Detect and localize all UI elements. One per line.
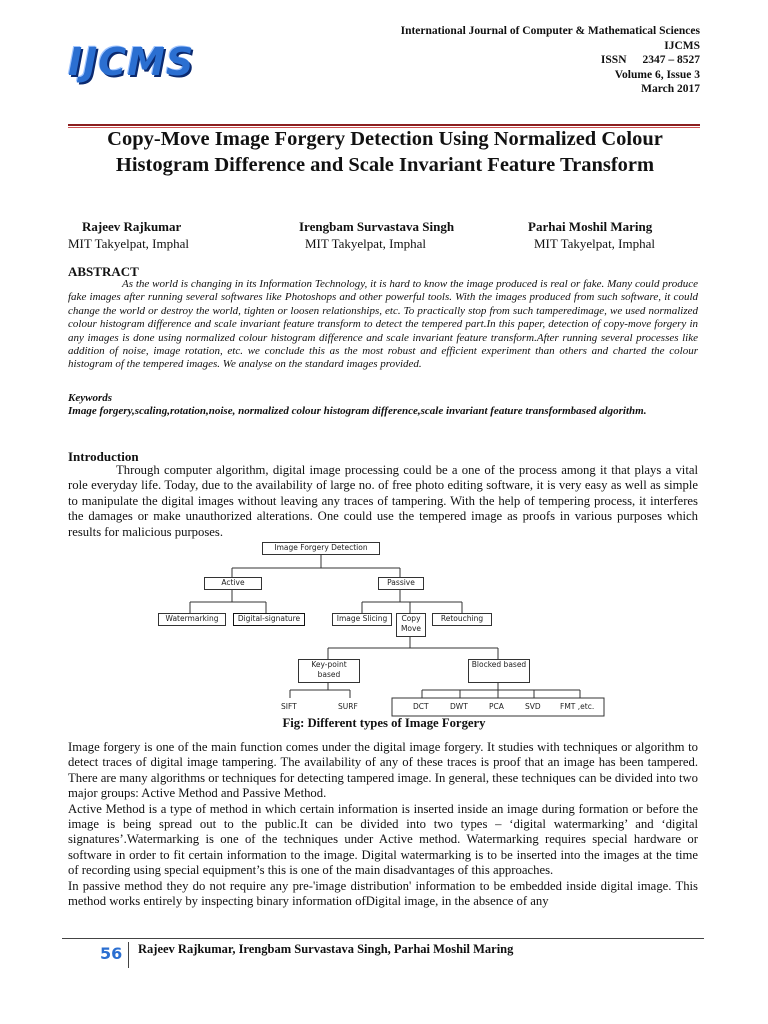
diagram-connectors — [140, 540, 640, 718]
abstract-text: As the world is changing in its Information Technology, it is hard to know the image produced is real or fake. Many could produce fake images after running several softwares like Photoshops and other powerful tools. With the images produced from such software, it could change the world or destroy the world, tighten or loosen relationships, etc. To practically stop from such tamperedimage, we used normalized colour histogram difference and scale invariant feature transform to detect the tempered part.In this paper, detection of copy-move forgery in any images is done using normalized colour histogram difference and scale invariant feature transform.After running several processes like addition of noise, image rotation, etc. we conclude this as the most robust and efficient experiment than others and charted the colour histogram of the tempered images. We analyse on the standard images provided. — [68, 278, 698, 371]
footer-authors: Rajeev Rajkumar, Irengbam Survastava Singh, Parhai Moshil Maring — [138, 942, 514, 956]
leaf-dwt: DWT — [450, 702, 468, 711]
node-image-slicing: Image Slicing — [332, 613, 392, 626]
figure-caption: Fig: Different types of Image Forgery — [282, 716, 486, 730]
author-affiliation: MIT Takyelpat, Imphal — [534, 236, 655, 251]
introduction-paragraph: Through computer algorithm, digital image processing could be a one of the process among it that plays a vital role everyday life. Today, due to the availability of large no. of free photo editing software, it is very easy as well as simple to manipulate the digital images without leaving any traces of tampering. With the help of tempering process, it interferes the damages or make unauthorized alterations. One could use the tempered image as proofs in various purposes which results for malicious purposes. — [68, 463, 698, 539]
body-paragraph: In passive method they do not require any pre-'image distribution' information to be embedded inside digital image. This method works entirely by inspecting binary information ofDigital image, in the absence of any — [68, 878, 698, 909]
leaf-surf: SURF — [338, 702, 358, 711]
leaf-dct: DCT — [413, 702, 429, 711]
paper-title: Copy-Move Image Forgery Detection Using Normalized Colour Histogram Difference and Scale Invariant Feature Transform — [107, 128, 663, 176]
author-1 — [68, 218, 189, 252]
leaf-pca: PCA — [489, 702, 504, 711]
leaf-fmt: FMT ,etc. — [560, 702, 595, 711]
node-image-forgery-detection: Image Forgery Detection — [262, 542, 380, 555]
body-paragraph: Active Method is a type of method in which certain information is inserted inside an image during formation or before the image is being spread out to the public.It can be divided into two types – ‘digital watermarking’ and ‘digital signatures’.Watermarking is one of the techniques under Active method. Watermarking requires special hardware or software in order to fit certain information to the image. Digital watermarking is to be inserted into the images at the time of recording using special equipment’s this is one of the main disadvantages of this approaches. — [68, 801, 698, 878]
forgery-types-diagram — [140, 540, 640, 718]
author-3 — [528, 218, 655, 252]
author-name: Parhai Moshil Maring — [528, 219, 653, 234]
journal-issn — [401, 53, 700, 68]
leaf-svd: SVD — [525, 702, 541, 711]
introduction-heading: Introduction — [68, 449, 139, 464]
journal-name: International Journal of Computer & Mathematical Sciences — [400, 25, 700, 37]
journal-abbr: IJCMS — [664, 39, 700, 52]
author-name: Rajeev Rajkumar — [82, 219, 182, 234]
node-copy-move: Copy Move — [396, 613, 426, 637]
node-blocked-based: Blocked based — [468, 659, 530, 683]
author-affiliation: MIT Takyelpat, Imphal — [305, 236, 426, 251]
abstract-heading: ABSTRACT — [68, 264, 139, 279]
node-active: Active — [204, 577, 262, 590]
node-retouching: Retouching — [432, 613, 492, 626]
keywords-text: Image forgery,scaling,rotation,noise, normalized colour histogram difference,scale invariant feature transformbased algorithm. — [68, 405, 647, 417]
footer-separator — [128, 942, 129, 968]
author-2 — [299, 218, 454, 252]
body-text — [68, 740, 698, 909]
footer-rule — [62, 938, 704, 939]
leaf-sift: SIFT — [281, 702, 297, 711]
node-key-point-based: Key-point based — [298, 659, 360, 683]
journal-date: March 2017 — [641, 83, 700, 96]
issn-label: ISSN — [600, 54, 627, 67]
page-number: 56 — [100, 944, 123, 963]
node-digital-signature: Digital-signature — [233, 613, 305, 626]
body-paragraph: Image forgery is one of the main function comes under the digital image forgery. It studies with techniques or algorithm to detect traces of digital image tampering. The availability of any of these traces is proof that an image has been tampered. There are many algorithms or techniques for detecting tampered image. In general, these techniques can be divided into two major groups: Active Method and Passive Method. — [68, 740, 698, 801]
journal-logo: IJCMS — [68, 40, 195, 84]
node-watermarking: Watermarking — [158, 613, 226, 626]
node-passive: Passive — [378, 577, 424, 590]
author-name: Irengbam Survastava Singh — [299, 219, 455, 234]
keywords-heading: Keywords — [68, 392, 112, 404]
journal-volume: Volume 6, Issue 3 — [614, 68, 700, 81]
author-affiliation: MIT Takyelpat, Imphal — [68, 236, 189, 251]
journal-info — [401, 24, 700, 97]
issn-value: 2347 – 8527 — [642, 54, 700, 67]
